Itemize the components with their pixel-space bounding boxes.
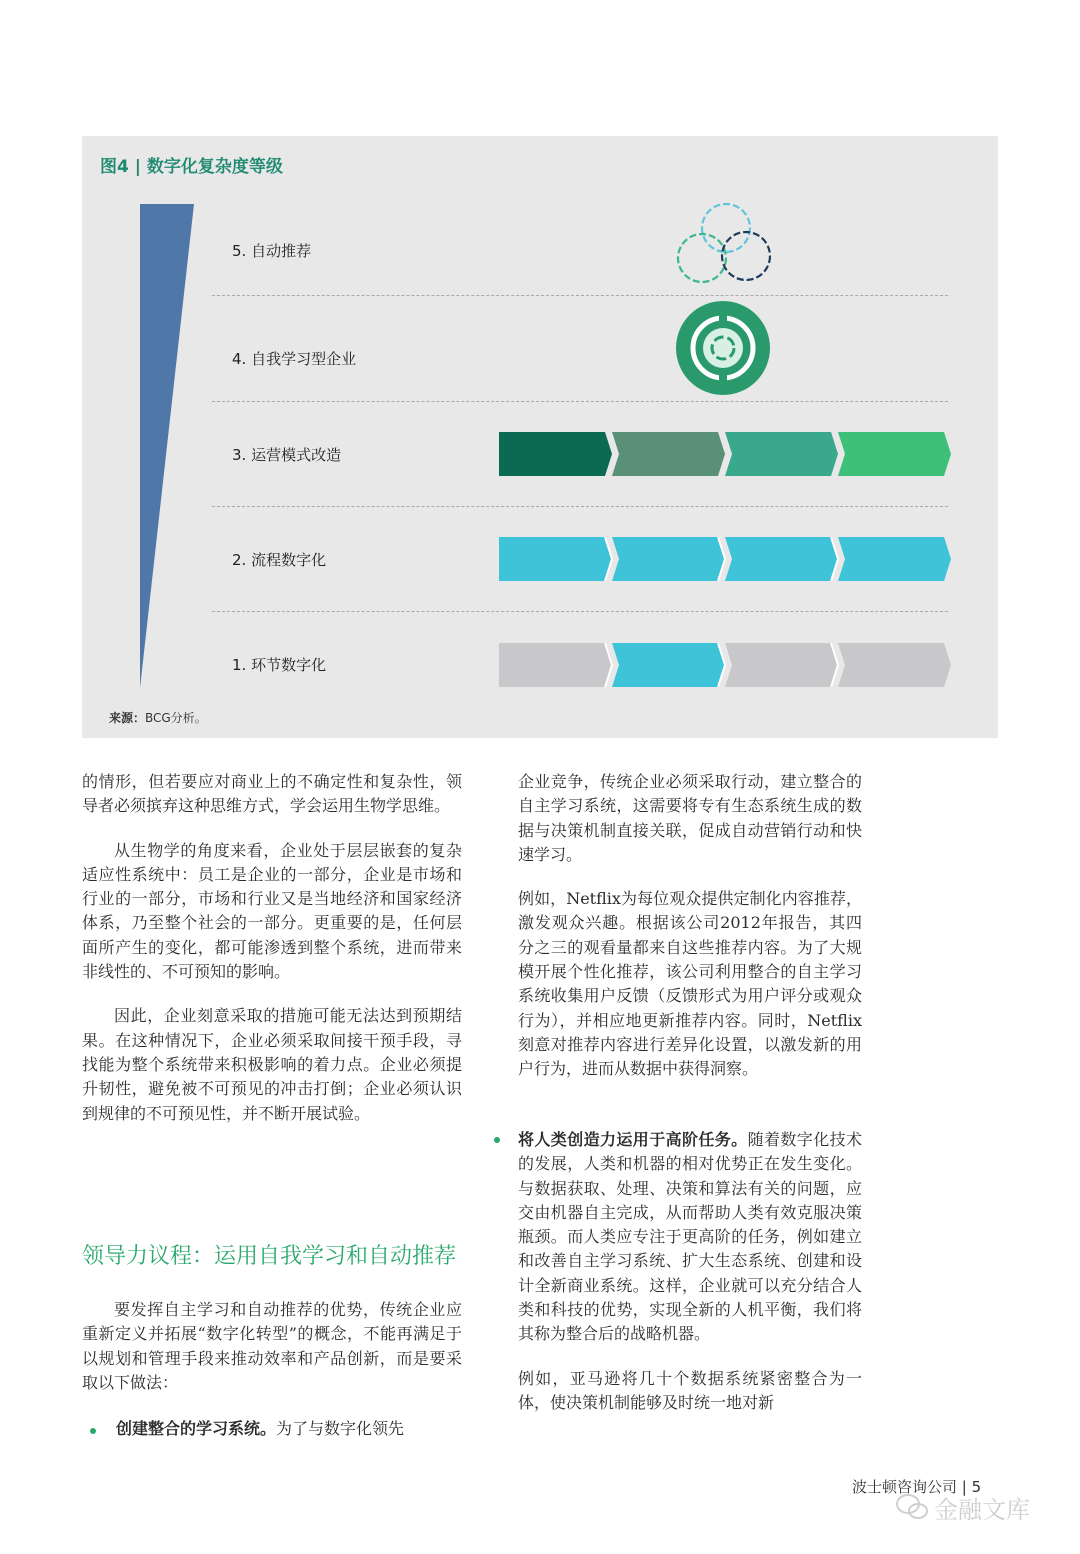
level-1-label: 1. 环节数字化 xyxy=(232,656,327,674)
level-1-arrows xyxy=(499,643,951,687)
bullet-text: 随着数字化技术的发展，人类和机器的相对优势正在发生变化。与数据获取、处理、决策和算法有关的问题，应交由机器自主完成，从而帮助人类有效克服决策瓶颈。而人类应专注于更高阶的任务，例如建立和改善自主学习系统、扩大生态系统、创建和设计全新商业系统。这样，企业就可以充分结合人类和科技的优势，实现全新的人机平衡，我们将其称为整合后的战略机器。 xyxy=(518,1130,862,1344)
divider xyxy=(212,611,948,612)
bullet-item xyxy=(518,1128,862,1415)
paragraph: 的情形，但若要应对商业上的不确定性和复杂性，领导者必须摈弃这种思维方式，学会运用生物学思维。 xyxy=(82,772,462,816)
paragraph: 要发挥自主学习和自动推荐的优势，传统企业应重新定义并拓展“数字化转型”的概念，不能再满足于以规划和管理手段来推动效率和产品创新，而是要采取以下做法： xyxy=(82,1300,462,1392)
section-heading: 领导力议程：运用自我学习和自动推荐 xyxy=(82,1244,457,1269)
left-column xyxy=(82,770,462,1126)
bullet-dot xyxy=(494,1137,500,1143)
source-text: BCG分析。 xyxy=(145,711,207,725)
watermark: 金融文库 xyxy=(934,1496,1030,1524)
paragraph: 企业竞争，传统企业必须采取行动，建立整合的自主学习系统，这需要将专有生态系统生成的数据与决策机制直接关联，促成自动营销行动和快速学习。 xyxy=(518,772,862,864)
divider xyxy=(212,506,948,507)
level-3-arrows xyxy=(499,432,951,476)
figure-source xyxy=(109,709,207,726)
interlocking-cycles-icon xyxy=(672,198,782,290)
level-4-label: 4. 自我学习型企业 xyxy=(232,350,357,368)
bullet-title: 创建整合的学习系统。 xyxy=(116,1419,277,1438)
level-5-label: 5. 自动推荐 xyxy=(232,242,312,260)
figure-title: 图4 | 数字化复杂度等级 xyxy=(100,157,283,177)
page-footer: 波士顿咨询公司 | 5 xyxy=(852,1478,982,1496)
level-2-arrows xyxy=(499,537,951,581)
divider xyxy=(212,401,948,402)
bullet-title: 将人类创造力运用于高阶任务。 xyxy=(518,1130,748,1149)
paragraph: 从生物学的角度来看，企业处于层层嵌套的复杂适应性系统中：员工是企业的一部分，企业是市场和行业的一部分，市场和行业又是当地经济和国家经济体系，乃至整个社会的一部分。更重要的是，任何层面所产生的变化，都可能渗透到整个系统，进而带来非线性的、不可预知的影响。 xyxy=(82,840,462,982)
paragraph: 例如，Netflix为每位观众提供定制化内容推荐，激发观众兴趣。根据该公司2012年报告，其四分之三的观看量都来自这些推荐内容。为了大规模开展个性化推荐，该公司利用整合的自主学习系统收集用户反馈（反馈形式为用户评分或观众行为），并相应地更新推荐内容。同时，Netflix刻意对推荐内容进行差异化设置，以激发新的用户行为，进而从数据中获得洞察。 xyxy=(518,889,862,1079)
divider xyxy=(212,295,948,296)
paragraph: 例如，亚马逊将几十个数据系统紧密整合为一体，使决策机制能够及时统一地对新 xyxy=(518,1368,862,1412)
bullet-text: 为了与数字化领先 xyxy=(276,1419,405,1438)
source-label: 来源： xyxy=(109,711,146,725)
bullet-item xyxy=(116,1417,462,1441)
bullet-dot xyxy=(90,1428,96,1434)
wechat-icon xyxy=(895,1492,929,1522)
complexity-wedge xyxy=(138,202,198,692)
self-learning-cycle-icon xyxy=(675,300,771,396)
left-column-lower xyxy=(82,1298,462,1395)
level-2-label: 2. 流程数字化 xyxy=(232,551,327,569)
right-column xyxy=(518,770,862,1082)
level-3-label: 3. 运营模式改造 xyxy=(232,446,342,464)
figure-digital-complexity xyxy=(82,136,998,738)
paragraph: 因此，企业刻意采取的措施可能无法达到预期结果。在这种情况下，企业必须采取间接干预手段，寻找能为整个系统带来积极影响的着力点。企业必须提升韧性，避免被不可预见的冲击打倒；企业必须认识到规律的不可预见性，并不断开展试验。 xyxy=(82,1006,462,1123)
